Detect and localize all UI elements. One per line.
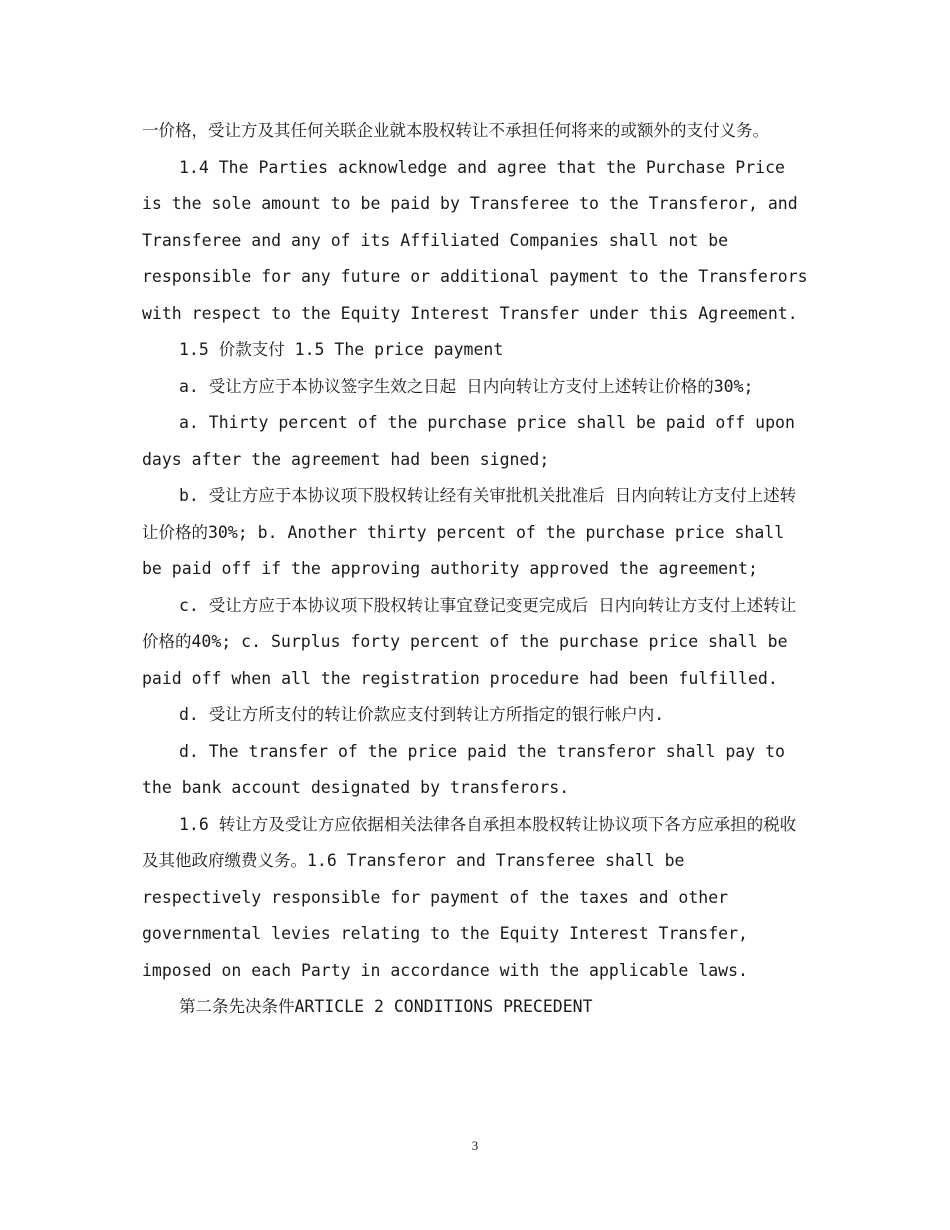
article-2-heading: 第二条先决条件ARTICLE 2 CONDITIONS PRECEDENT — [179, 997, 593, 1016]
paragraph-b: b. 受让方应于本协议项下股权转让经有关审批机关批准后 日内向转让方支付上述转让价格的30%; b. Another thirty percent of the purchase price shall be paid off if the approving authority approved the agreement; — [142, 486, 797, 578]
paragraph-a-chinese: a. 受让方应于本协议签字生效之日起 日内向转让方支付上述转让价格的30%; — [179, 376, 754, 396]
document-body — [142, 113, 818, 1026]
page-number: 3 — [471, 1138, 479, 1153]
paragraph-price-continuation: 一价格，受让方及其任何关联企业就本股权转让不承担任何将来的或额外的支付义务。 — [142, 121, 769, 140]
paragraph-d-english: d. The transfer of the price paid the transferor shall pay to the bank account designated by transferors. — [142, 741, 795, 797]
paragraph-1-4-english: 1.4 The Parties acknowledge and agree that the Purchase Price is the sole amount to be paid by Transferee to the Transferor, and Transferee and any of its Affiliated Companies shall not be responsible for any future or additional payment to the Transferors with respect to the Equity Interest Transfer under this Agreement. — [142, 157, 818, 323]
paragraph-c: c. 受让方应于本协议项下股权转让事宜登记变更完成后 日内向转让方支付上述转让价格的40%; c. Surplus forty percent of the purchase price shall be paid off when all the registration procedure had been fulfilled. — [142, 595, 798, 688]
paragraph-1-6: 1.6 转让方及受让方应依据相关法律各自承担本股权转让协议项下各方应承担的税收及其他政府缴费义务。1.6 Transferor and Transferee shall be respectively responsible for payment of the taxes and other governmental levies relating to the Equity Interest Transfer, imposed on each Party in accordance with the applicable laws. — [142, 814, 797, 980]
paragraph-1-5-heading: 1.5 价款支付 1.5 The price payment — [179, 340, 504, 359]
paragraph-a-english: a. Thirty percent of the purchase price shall be paid off upon days after the agreement had been signed; — [142, 413, 805, 469]
paragraph-d-chinese: d. 受让方所支付的转让价款应支付到转让方所指定的银行帐户内. — [179, 705, 665, 724]
